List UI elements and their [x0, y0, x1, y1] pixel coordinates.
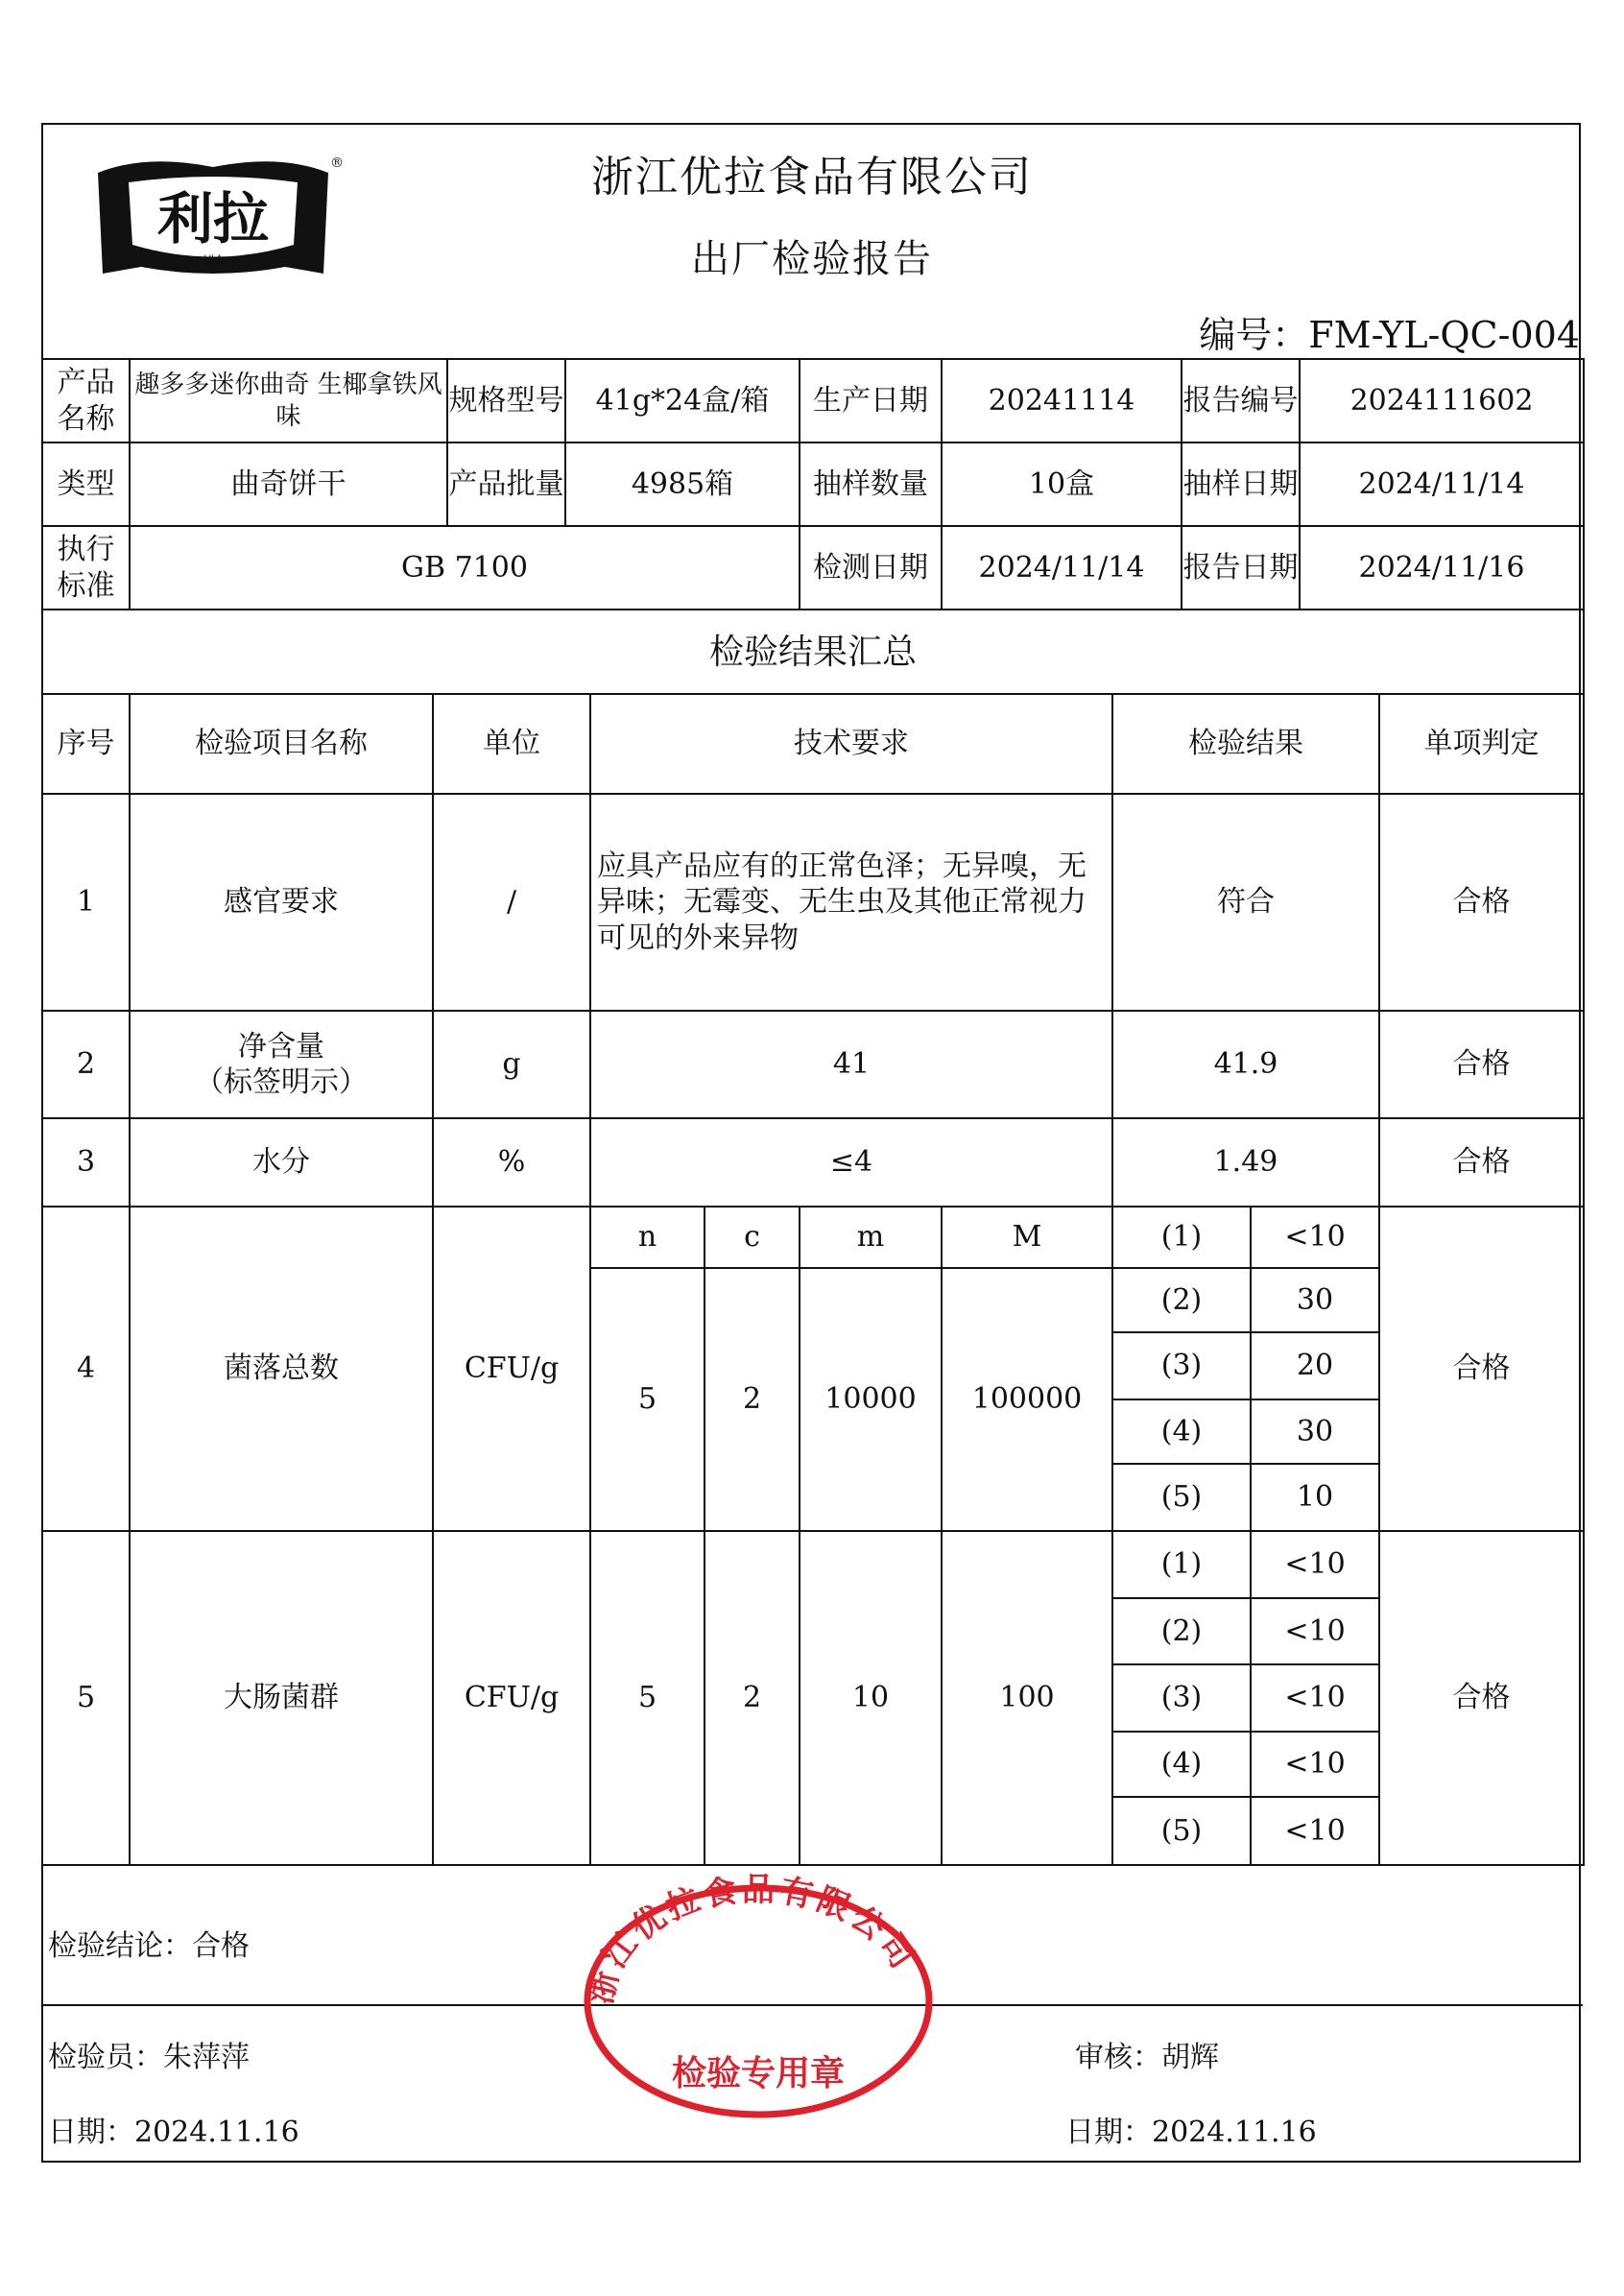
- table-row: [42, 1531, 1584, 1598]
- sample-value: 10: [1251, 1464, 1379, 1531]
- m-value: 10: [800, 1531, 942, 1865]
- sample-value: <10: [1251, 1598, 1379, 1664]
- label: 产品批量: [447, 442, 565, 526]
- summary-title: 检验结果汇总: [42, 610, 1584, 694]
- n-value: 5: [590, 1268, 705, 1531]
- c-value: 2: [705, 1531, 800, 1865]
- item-name: 菌落总数: [130, 1207, 433, 1531]
- label: 抽样日期: [1182, 442, 1300, 526]
- reviewer: 审核：胡辉: [1075, 2041, 1219, 2074]
- test-date: 2024/11/14: [942, 526, 1182, 610]
- m-value: 10000: [800, 1268, 942, 1531]
- report-number: 2024111602: [1300, 359, 1584, 442]
- sub-header-c: c: [705, 1207, 800, 1268]
- row-no: 1: [42, 794, 130, 1011]
- logo-sub: LILA: [203, 254, 223, 264]
- verdict: 合格: [1379, 1531, 1584, 1865]
- document-code: [1199, 305, 1580, 358]
- table-row: [42, 1011, 1584, 1118]
- label: 产品名称: [42, 359, 130, 442]
- unit: %: [433, 1118, 590, 1207]
- stamp-ring-text: 浙江优拉食品有限公司: [581, 1872, 924, 2008]
- inspector: 检验员：朱萍萍: [48, 2041, 250, 2074]
- c-value: 2: [705, 1268, 800, 1531]
- header-requirement: 技术要求: [590, 694, 1112, 794]
- stamp-center-text: 检验专用章: [671, 2054, 846, 2093]
- label: 检测日期: [800, 526, 942, 610]
- result: 符合: [1112, 794, 1379, 1011]
- sample-index: (2): [1112, 1268, 1251, 1332]
- unit: CFU/g: [433, 1207, 590, 1531]
- sample-value: <10: [1251, 1797, 1379, 1865]
- label: 生产日期: [800, 359, 942, 442]
- result: 1.49: [1112, 1118, 1379, 1207]
- sample-index: (3): [1112, 1332, 1251, 1399]
- requirement: ≤4: [590, 1118, 1112, 1207]
- label: 抽样数量: [800, 442, 942, 526]
- conclusion: 检验结论：合格: [48, 1929, 250, 1963]
- table-row: [42, 1207, 1584, 1268]
- table-row: [42, 1118, 1584, 1207]
- sample-value: 30: [1251, 1399, 1379, 1464]
- report-title: 出厂检验报告: [691, 237, 933, 281]
- item-name: 感官要求: [130, 794, 433, 1011]
- header-result: 检验结果: [1112, 694, 1379, 794]
- unit: CFU/g: [433, 1531, 590, 1865]
- verdict: 合格: [1379, 1118, 1584, 1207]
- header-verdict: 单项判定: [1379, 694, 1584, 794]
- sample-value: <10: [1251, 1664, 1379, 1732]
- sample-value: <10: [1251, 1531, 1379, 1598]
- verdict: 合格: [1379, 1011, 1584, 1118]
- code-value: FM-YL-QC-004: [1308, 314, 1580, 356]
- header-no: 序号: [42, 694, 130, 794]
- header-unit: 单位: [433, 694, 590, 794]
- standard: GB 7100: [130, 526, 800, 610]
- production-date: 20241114: [942, 359, 1182, 442]
- table-row: [42, 794, 1584, 1011]
- sample-date: 2024/11/14: [1300, 442, 1584, 526]
- product-name: 趣多多迷你曲奇 生椰拿铁风味: [130, 359, 447, 442]
- n-value: 5: [590, 1531, 705, 1865]
- label: 类型: [42, 442, 130, 526]
- requirement: 应具产品应有的正常色泽；无异嗅，无异味；无霉变、无生虫及其他正常视力可见的外来异物: [590, 794, 1112, 1011]
- sample-value: <10: [1251, 1207, 1379, 1268]
- sample-value: 20: [1251, 1332, 1379, 1399]
- sample-value: 30: [1251, 1268, 1379, 1332]
- sample-index: (4): [1112, 1399, 1251, 1464]
- inspector-date: 日期：2024.11.16: [48, 2116, 299, 2149]
- sample-index: (3): [1112, 1664, 1251, 1732]
- M-value: 100000: [942, 1268, 1112, 1531]
- item-name: 水分: [130, 1118, 433, 1207]
- row-no: 2: [42, 1011, 130, 1118]
- label: 规格型号: [447, 359, 565, 442]
- sample-index: (2): [1112, 1598, 1251, 1664]
- verdict: 合格: [1379, 794, 1584, 1011]
- row-no: 5: [42, 1531, 130, 1865]
- report-date: 2024/11/16: [1300, 526, 1584, 610]
- item-name: 净含量 （标签明示）: [130, 1011, 433, 1118]
- sub-header-m: m: [800, 1207, 942, 1268]
- verdict: 合格: [1379, 1207, 1584, 1531]
- batch: 4985箱: [565, 442, 800, 526]
- M-value: 100: [942, 1531, 1112, 1865]
- svg-text:浙江优拉食品有限公司: [582, 1872, 923, 2008]
- reviewer-date: 日期：2024.11.16: [1065, 2116, 1317, 2149]
- unit: /: [433, 794, 590, 1011]
- sub-header-M: M: [942, 1207, 1112, 1268]
- company-name: 浙江优拉食品有限公司: [591, 153, 1033, 202]
- requirement: 41: [590, 1011, 1112, 1118]
- registered-mark: ®: [330, 155, 344, 171]
- row-no: 4: [42, 1207, 130, 1531]
- sample-quantity: 10盒: [942, 442, 1182, 526]
- sample-index: (1): [1112, 1531, 1251, 1598]
- unit: g: [433, 1011, 590, 1118]
- sample-index: (1): [1112, 1207, 1251, 1268]
- sample-index: (4): [1112, 1732, 1251, 1797]
- sample-index: (5): [1112, 1797, 1251, 1865]
- item-name: 大肠菌群: [130, 1531, 433, 1865]
- code-label: 编号：: [1199, 314, 1309, 356]
- logo-text: 利拉: [156, 186, 270, 251]
- label: 执行标准: [42, 526, 130, 610]
- sample-value: <10: [1251, 1732, 1379, 1797]
- row-no: 3: [42, 1118, 130, 1207]
- product-type: 曲奇饼干: [130, 442, 447, 526]
- inspection-seal-stamp: [576, 1872, 941, 2121]
- label: 报告日期: [1182, 526, 1300, 610]
- results-table: [41, 609, 1585, 1866]
- spec: 41g*24盒/箱: [565, 359, 800, 442]
- label: 报告编号: [1182, 359, 1300, 442]
- sub-header-n: n: [590, 1207, 705, 1268]
- product-info-table: [41, 358, 1585, 610]
- sample-index: (5): [1112, 1464, 1251, 1531]
- header-item: 检验项目名称: [130, 694, 433, 794]
- result: 41.9: [1112, 1011, 1379, 1118]
